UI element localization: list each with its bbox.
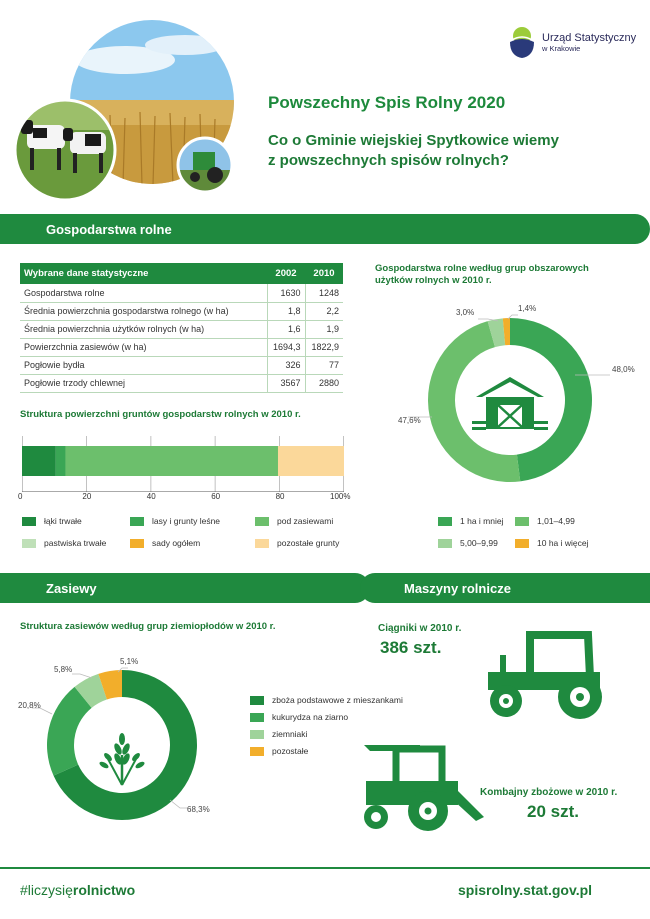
legend-item-1ha <box>438 516 503 526</box>
logo-line2: w Krakowie <box>542 43 581 53</box>
slice-label: 1,4% <box>518 304 537 313</box>
table-row <box>20 320 343 338</box>
table-row <box>20 338 343 356</box>
section-banner-machines: Maszyny rolnicze <box>360 573 650 603</box>
legend-label: 1 ha i mniej <box>460 516 504 526</box>
legend-item-zasiewy <box>255 516 333 526</box>
legend-swatch <box>250 730 264 739</box>
row-label: Średnia powierzchnia użytków rolnych (w ha) <box>20 320 267 338</box>
bar-segment <box>278 446 344 476</box>
land-bar-svg <box>22 436 344 492</box>
subtitle-line2: z powszechnych spisów rolnych? <box>268 152 509 170</box>
legend-swatch <box>130 517 144 526</box>
land-chart-title: Struktura powierzchni gruntów gospodarstw rolnych w 2010 r. <box>20 409 301 420</box>
tractors-value: 386 szt. <box>380 638 442 657</box>
row-value-2010: 1248 <box>305 284 343 302</box>
logo-line1: Urząd Statystyczny <box>542 32 637 45</box>
table-header-label: Wybrane dane statystyczne <box>20 263 267 284</box>
wheat-icon <box>98 733 145 785</box>
donut-slice <box>47 687 92 776</box>
legend-swatch <box>515 539 529 548</box>
slice-label: 5,8% <box>54 665 73 674</box>
footer-divider <box>0 867 650 869</box>
farms-donut-title-line2: użytków rolnych w 2010 r. <box>375 275 492 287</box>
bar-segment <box>65 446 278 476</box>
legend-label: zboża podstawowe z mieszankami <box>272 695 403 705</box>
page-title: Powszechny Spis Rolny 2020 <box>268 93 506 112</box>
stats-table <box>20 263 343 393</box>
legend-item-1-5ha <box>515 516 575 526</box>
slice-label: 47,6% <box>398 416 421 425</box>
combines-label: Kombajny zbożowe w 2010 r. <box>480 787 618 798</box>
section-banner-farms: Gospodarstwa rolne <box>0 214 650 244</box>
table-header-2010: 2010 <box>305 263 343 284</box>
legend-label: 5,00–9,99 <box>460 538 498 548</box>
table-header-2002: 2002 <box>267 263 305 284</box>
legend-item-laki <box>22 516 82 526</box>
legend-item-zboza <box>250 695 403 705</box>
legend-label: pod zasiewami <box>277 516 334 526</box>
section-banner-crops: Zasiewy <box>0 573 370 603</box>
farms-donut-title <box>375 263 589 288</box>
tractors-label: Ciągniki w 2010 r. <box>378 623 462 634</box>
row-value-2010: 1822,9 <box>305 338 343 356</box>
combine-icon <box>362 737 492 837</box>
legend-label: pozostałe <box>272 746 309 756</box>
bar-segment <box>56 446 66 476</box>
legend-swatch <box>250 747 264 756</box>
row-value-2002: 326 <box>267 356 305 374</box>
legend-label: 1,01–4,99 <box>537 516 575 526</box>
row-value-2002: 3567 <box>267 374 305 392</box>
legend-swatch <box>438 517 452 526</box>
legend-swatch <box>130 539 144 548</box>
legend-item-pastwiska <box>22 538 106 548</box>
legend-swatch <box>250 696 264 705</box>
legend-item-pozostale <box>255 538 339 548</box>
legend-label: 10 ha i więcej <box>537 538 589 548</box>
leader-line <box>170 800 188 808</box>
legend-label: pastwiska trwałe <box>44 538 107 548</box>
legend-item-sady <box>130 538 200 548</box>
bar-segment <box>22 446 56 476</box>
slice-label: 20,8% <box>18 701 41 710</box>
row-value-2010: 2880 <box>305 374 343 392</box>
legend-swatch <box>22 539 36 548</box>
legend-item-kukurydza <box>250 712 348 722</box>
row-value-2002: 1630 <box>267 284 305 302</box>
legend-label: lasy i grunty leśne <box>152 516 221 526</box>
tick-label: 20 <box>82 492 92 501</box>
legend-item-5-10ha <box>438 538 498 548</box>
leader-line <box>478 319 498 321</box>
hashtag-plain: #liczysię <box>20 882 73 898</box>
row-value-2010: 2,2 <box>305 302 343 320</box>
barn-icon <box>472 377 548 430</box>
tick-label: 60 <box>211 492 221 501</box>
table-header-row <box>20 263 343 284</box>
combines-value: 20 szt. <box>527 802 579 821</box>
legend-item-10ha <box>515 538 589 548</box>
legend-swatch <box>515 517 529 526</box>
row-value-2010: 1,9 <box>305 320 343 338</box>
crops-donut-title: Struktura zasiewów według grup ziemiopłodów w 2010 r. <box>20 621 276 632</box>
subtitle-line1: Co o Gminie wiejskiej Spytkowice wiemy <box>268 132 559 149</box>
hashtag-bold: rolnictwo <box>72 882 136 898</box>
tick-label: 40 <box>146 492 156 501</box>
legend-label: sady ogółem <box>152 538 201 548</box>
legend-item-pozostale-zasiewy <box>250 746 308 756</box>
slice-label: 68,3% <box>187 805 210 814</box>
tick-label: 100% <box>330 492 351 501</box>
land-axis-ticks <box>18 492 351 504</box>
footer-url[interactable]: spisrolny.stat.gov.pl <box>458 882 593 898</box>
footer-hashtag <box>20 882 135 898</box>
crops-donut-svg <box>10 650 235 830</box>
logo-mark-icon <box>508 26 536 60</box>
legend-swatch <box>255 517 269 526</box>
slice-label: 5,1% <box>120 657 139 666</box>
row-label: Powierzchnia zasiewów (w ha) <box>20 338 267 356</box>
gus-logo <box>508 23 638 63</box>
tick-label: 0 <box>18 492 23 501</box>
legend-swatch <box>22 517 36 526</box>
legend-label: kukurydza na ziarno <box>272 712 349 722</box>
farms-donut-svg <box>380 295 640 510</box>
table-row <box>20 302 343 320</box>
page-subtitle <box>268 131 559 172</box>
row-label: Gospodarstwa rolne <box>20 284 267 302</box>
land-bar-chart <box>22 436 344 492</box>
farms-donut-chart <box>380 295 640 510</box>
legend-item-lasy <box>130 516 220 526</box>
legend-item-ziemniaki <box>250 729 307 739</box>
row-label: Średnia powierzchnia gospodarstwa rolnego (w ha) <box>20 302 267 320</box>
leader-line <box>72 674 92 678</box>
table-row <box>20 374 343 392</box>
table-row <box>20 356 343 374</box>
slice-label: 3,0% <box>456 308 475 317</box>
row-value-2002: 1,6 <box>267 320 305 338</box>
slice-label: 48,0% <box>612 365 635 374</box>
row-label: Pogłowie bydła <box>20 356 267 374</box>
row-value-2002: 1694,3 <box>267 338 305 356</box>
row-value-2010: 77 <box>305 356 343 374</box>
legend-label: ziemniaki <box>272 729 308 739</box>
legend-swatch <box>438 539 452 548</box>
legend-label: łąki trwałe <box>44 516 82 526</box>
farms-donut-title-line1: Gospodarstwa rolne według grup obszarowych <box>375 263 589 274</box>
table-row <box>20 284 343 302</box>
row-value-2002: 1,8 <box>267 302 305 320</box>
row-label: Pogłowie trzody chlewnej <box>20 374 267 392</box>
tractor-icon <box>478 627 608 722</box>
legend-swatch <box>255 539 269 548</box>
tick-label: 80 <box>275 492 285 501</box>
crops-donut-chart <box>10 650 235 830</box>
header-photo-collage <box>15 20 240 205</box>
legend-label: pozostałe grunty <box>277 538 340 548</box>
legend-swatch <box>250 713 264 722</box>
